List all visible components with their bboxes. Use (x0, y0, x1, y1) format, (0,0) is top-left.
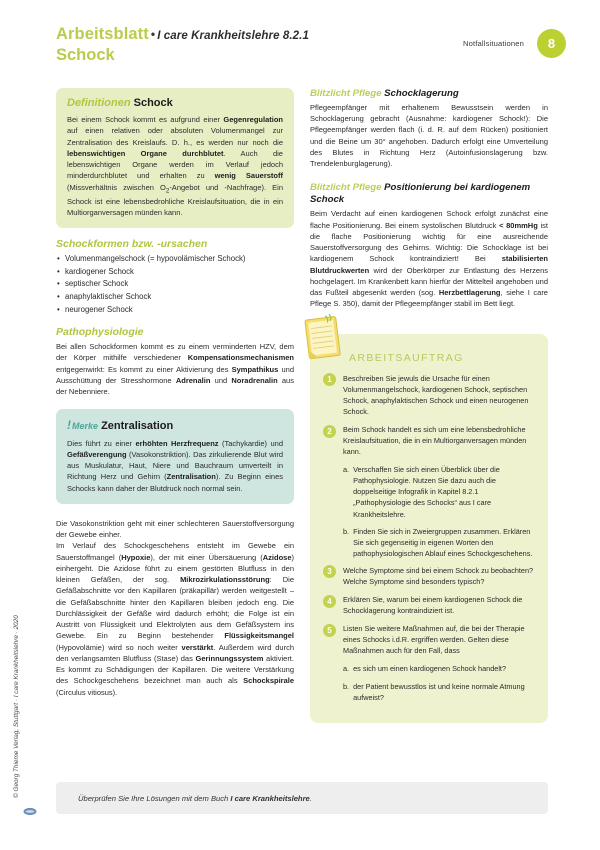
definition-term: Schock (133, 97, 173, 109)
task-sub-letter: a. (343, 465, 350, 475)
footer-text-prefix: Überprüfen Sie Ihre Lösungen mit dem Buch (78, 793, 231, 803)
title-separator: • (150, 27, 156, 41)
blitzlicht-2-term: Positionierung bei kardiogenem Schock (310, 182, 531, 206)
merke-box (56, 409, 294, 503)
pathophysiologie-text: Bei allen Schockformen kommt es zu einem verminderten HZV, dem der Körper mithilfe verschiedener Kompensationsmechanismen entgegenwirkt: Es kommt zu einer Aktivierung des Sympathikus und Ausschüttung der Stresshormone Adrenalin und Noradrenalin aus der Nebenniere. (56, 342, 294, 397)
schockformen-list (56, 253, 294, 316)
definition-text: Bei einem Schock kommt es aufgrund einer Gegenregulation auf einen relativen oder absoluten Volumenmangel zur Zentralisation des Kreislaufs. D. h., es werden nur noch die lebenswichtigen Organe durchblutet. Auch die lebenswichtigen Organe werden im Verlauf jedoch minderdurchblutet und erhalten zu wenig Sauerstoff (Missverhältnis zwischen $O_2$-Angebot und -Nachfrage). Ein Schock ist eine lebensbedrohliche Kreislaufsituation, die in ein Multiorganversagen münden kann. (67, 115, 283, 217)
blitzlicht-1-heading (310, 88, 548, 100)
task-sub-text: Finden Sie sich in Zweiergruppen zusammen. Erklären Sie sich gegenseitig in eigenen Worten den pathophysiologischen Ablauf eines Schockgeschehens. (353, 526, 533, 558)
task-list (323, 373, 535, 703)
footer-text (56, 794, 312, 803)
schockformen-heading: Schockformen bzw. -ursachen (56, 238, 208, 251)
task-item (323, 594, 535, 616)
page-title (56, 24, 309, 44)
left-column (56, 88, 294, 698)
task-text: Listen Sie weitere Maßnahmen auf, die bei der Therapie eines Schocks i.d.R. ergriffen werden. Gelten diese Maßnahmen auch für den Fall, dass (343, 624, 525, 656)
blitzlicht-2-text: Beim Verdacht auf einen kardiogenen Schock erfolgt zunächst eine flache Positionierung. Bei einem systolischen Blutdruck < 80mmHg ist die flache Positionierung wichtig für eine ausreichende Sauerstoffversorgung des Gehirns. Wichtig: Die Schocklage ist bei kardiogenem Schock kontraindiziert! Bei stabilisierten Blutdruckwerten wird der Oberkörper zur Entlastung des Herzens hochgelagert. Im Krankenbett kann hierfür der Mittelteil angehoben und das Fußteil abgesenkt werden (sog. Herzbettlagerung, siehe I care Pflege S. 350), damit der Pflegeempfänger stabil im Bett liegt. (310, 209, 548, 309)
side-copyright: © Georg Thieme Verlag, Stuttgart · I care Krankheitslehre · 2020 (13, 615, 20, 798)
task-text: Erklären Sie, warum bei einem kardiogenen Schock die Schocklagerung kontraindiziert ist. (343, 595, 523, 616)
task-sub-item (343, 526, 535, 559)
chapter-name: Notfallsituationen (463, 39, 524, 48)
chapter-number-badge: 8 (537, 29, 566, 58)
title-main: Arbeitsblatt (56, 25, 149, 43)
task-number-badge: 4 (323, 595, 336, 608)
task-sub-item (343, 681, 535, 703)
task-sub-text: es sich um einen kardiogenen Schock handelt? (353, 664, 507, 674)
pathophysiologie-heading: Pathophysiologie (56, 326, 144, 339)
merke-keyword: Merke (72, 421, 99, 432)
blitzlicht-1-keyword: Blitzlicht Pflege (310, 88, 382, 99)
task-sub-letter: b. (343, 681, 350, 691)
page-title-second-line: Schock (56, 46, 115, 65)
body-paragraph-1: Die Vasokonstriktion geht mit einer schlechteren Sauerstoffversorgung der Gewebe einher. (56, 518, 294, 540)
task-sub-item (343, 464, 535, 519)
arbeitsauftrag-section (310, 334, 548, 723)
chapter-indicator (463, 22, 566, 58)
definition-keyword: Definitionen (67, 97, 131, 109)
thieme-logo-icon (23, 807, 37, 816)
task-text: Welche Symptome sind bei einem Schock zu beobachten? Welche Symptome sind besonders typisch? (343, 565, 534, 586)
task-sub-letter: a. (343, 664, 350, 674)
list-item: • septischer Schock (56, 278, 294, 291)
arbeitsauftrag-title: ARBEITSAUFTRAG (349, 351, 464, 364)
merke-heading (67, 418, 283, 433)
notepad-icon (301, 311, 346, 362)
blitzlicht-block-1 (310, 88, 548, 169)
task-item (323, 623, 535, 656)
task-number-badge: 2 (323, 425, 336, 438)
task-item (323, 373, 535, 417)
footer-text-suffix: . (309, 793, 312, 803)
footer-bar (56, 782, 548, 814)
task-text: Beim Schock handelt es sich um eine lebensbedrohliche Kreislaufsituation, die in ein Multiorganversagen münden kann. (343, 425, 527, 457)
task-text: Beschreiben Sie jewuls die Ursache für einen Volumenmangelschock, kardiogenen Schock, septischen Schock, anaphylaktischen Schock und einen neurogenen Schock. (343, 373, 529, 416)
title-block (56, 22, 309, 65)
blitzlicht-1-term: Schocklagerung (384, 88, 459, 99)
merke-term: Zentralisation (101, 420, 174, 433)
blitzlicht-2-heading (310, 182, 548, 206)
task-number-badge: 5 (323, 624, 336, 637)
list-item: • Volumenmangelschock (= hypovolämischer Schock) (56, 253, 294, 266)
task-item (323, 565, 535, 587)
blitzlicht-1-text: Pflegeempfänger mit erhaltenem Bewusstsein werden in Schocklagerung gebracht (Ausnahme: kardiogener Schock!): Die Pflegeempfänger werden flach (i. d. R. auf dem Rücken) positioniert und die Beine um 30° angehoben. Dadurch erfolgt eine Umverteilung des Blutes in Richtung Herz (Autoinfusionslagerung bzw. Trendelenburglagerung). (310, 102, 548, 169)
list-item: • neurogener Schock (56, 304, 294, 317)
footer-text-bold: I care Krankheitslehre (230, 793, 310, 803)
definition-box (56, 88, 294, 228)
task-item (323, 424, 535, 457)
merke-text: Dies führt zu einer erhöhten Herzfrequenz (Tachykardie) und Gefäßverengung (Vasokonstriktion). Das zirkulierende Blut wird aus Muskulatur, Haut, Niere und Bauchraum umverteilt in Richtung Herz und Gehirn (Zentralisation). Zu Beginn eines Schocks kann daher der Blutdruck noch normal sein. (67, 438, 284, 493)
arbeitsauftrag-box (310, 334, 548, 723)
title-subtitle: I care Krankheitslehre 8.2.1 (157, 30, 309, 42)
list-item: • anaphylaktischer Schock (56, 291, 294, 304)
task-number-badge: 3 (323, 565, 336, 578)
task-sub-letter: b. (343, 526, 350, 536)
task-number-badge: 1 (323, 373, 336, 386)
definition-heading (67, 97, 283, 110)
task-sub-text: Verschaffen Sie sich einen Überblick über die Pathophysiologie. Nutzen Sie dazu auch die doppelseitige Infografik in Kapitel 8.2.1 „Pathophysiologie des Schocks“ aus I care Krankheitslehre. (353, 465, 500, 519)
blitzlicht-block-2 (310, 182, 548, 309)
body-paragraph-2: Im Verlauf des Schockgeschehens entsteht im Gewebe ein Sauerstoffmangel (Hypoxie), der mit einer Übersäuerung (Azidose) einhergeht. Die Azidose führt zu einem gestörten Blutfluss in den kleinen Gefäßen, der sog. Mikrozirkulationsstörung: Die Gefäßabschnitte vor den Kapillaren (präkapillär) werden weitgestellt – die Gefäßabschnitte hinter den Kapillaren bleiben jedoch eng. Die Durchlässigkeit der Gefäße wird dadurch erhöht; die Folge ist ein Austritt von Flüssigkeit und Elektrolyten aus dem Gefäßsystem ins Gewebe. Ein zu Beginn bestehender Flüssigkeitsmangel (Hypovolämie) wird so noch weiter verstärkt. Außerdem wird durch den verlangsamten Blutfluss (Stase) das Gerinnungssystem aktiviert. Es kommt zu Schädigungen der Kapillaren. Die weitere Verstärkung des Schockgeschehens bezeichnet man auch als Schockspirale (Circulus vitiosus). (56, 541, 295, 697)
task-sub-text: der Patient bewusstlos ist und keine normale Atmung aufweist? (353, 681, 525, 702)
right-column (310, 88, 548, 723)
task-sub-item (343, 663, 535, 674)
blitzlicht-2-keyword: Blitzlicht Pflege (310, 182, 382, 194)
list-item: • kardiogener Schock (56, 266, 294, 279)
exclamation-icon: ! (67, 418, 71, 433)
page-header (56, 22, 566, 65)
